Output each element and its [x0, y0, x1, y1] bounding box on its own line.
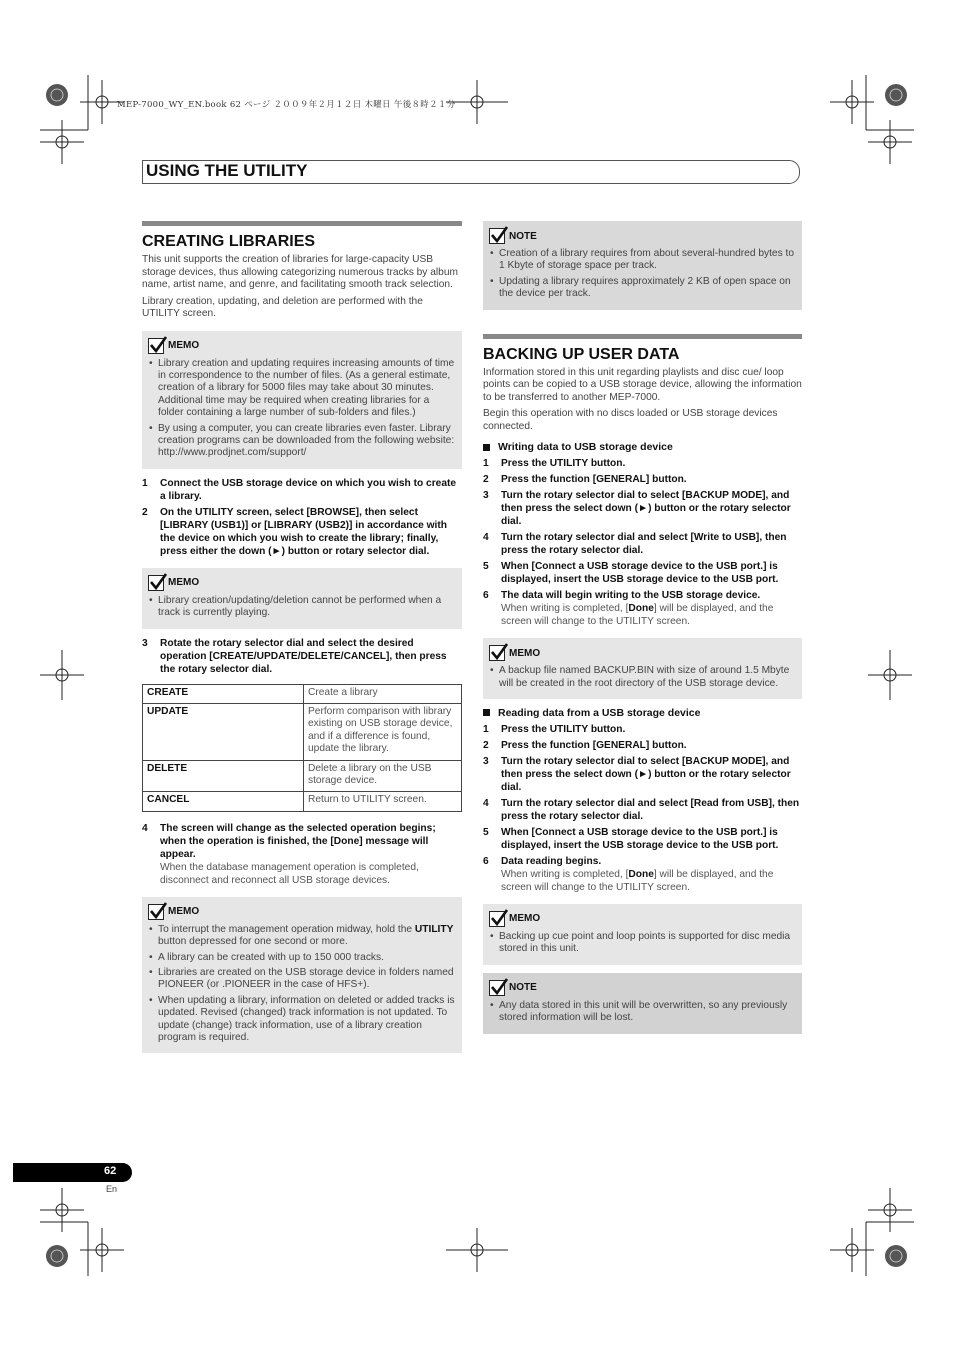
- table-row: UPDATE Perform comparison with library existing on USB storage device, and if a difference is found, update the library.: [143, 703, 462, 760]
- heading-rule: [142, 221, 462, 226]
- step: 1 Connect the USB storage device on which you wish to create a library.: [142, 477, 457, 502]
- memo-item: • To interrupt the management operation midway, hold the UTILITY button depressed for one second or more.: [148, 924, 456, 949]
- memo-box: [483, 638, 802, 699]
- square-bullet-icon: [483, 709, 490, 716]
- step-note: When the database management operation is completed, disconnect and reconnect all USB storage devices.: [160, 861, 419, 886]
- step: 1 Press the UTILITY button.: [483, 723, 626, 735]
- language-label: En: [106, 1184, 118, 1194]
- memo-box: [483, 904, 802, 965]
- memo-box: [142, 331, 462, 469]
- checkmark-icon: [148, 575, 164, 591]
- memo-item: • Library creation/updating/deletion cannot be performed when a track is currently playing.: [148, 595, 456, 620]
- step: 4 The screen will change as the selected operation begins; when the operation is finished, the [Done] message will appear. When the database management operation is completed, disconnect and reconnect all USB storage devices.: [142, 822, 462, 887]
- note-item: • Creation of a library requires from about several-hundred bytes to 1 Kbyte of storage space per track.: [489, 248, 796, 273]
- step: 2 Press the function [GENERAL] button.: [483, 474, 687, 486]
- note-item: • Any data stored in this unit will be overwritten, so any previously stored information will be lost.: [489, 1000, 796, 1025]
- write-subheading: Writing data to USB storage device: [483, 441, 802, 453]
- memo-item: • By using a computer, you can create libraries even faster. Library creation programs can be downloaded from the following website: http://www.prodjnet.com/support/: [148, 423, 456, 460]
- step: 3 Rotate the rotary selector dial and select the desired operation [CREATE/UPDATE/DELETE/CANCEL], then press the rotary selector dial.: [142, 637, 447, 675]
- intro-paragraph-2: Library creation, updating, and deletion are performed with the UTILITY screen.: [142, 295, 423, 319]
- step: 1 Press the UTILITY button.: [483, 458, 626, 470]
- step: 5 When [Connect a USB storage device to the USB port.] is displayed, insert the USB storage device to the USB port.: [483, 826, 779, 851]
- table-row: CANCEL Return to UTILITY screen.: [143, 792, 462, 811]
- step-note: When writing is completed, [Done] will be displayed, and the screen will change to the UTILITY screen.: [501, 868, 774, 893]
- read-subheading: Reading data from a USB storage device: [483, 707, 802, 719]
- table-row: CREATE Create a library: [143, 684, 462, 703]
- memo-label: MEMO: [509, 913, 541, 925]
- square-bullet-icon: [483, 444, 490, 451]
- operations-table: [142, 684, 462, 812]
- intro-paragraph: This unit supports the creation of libraries for large-capacity USB storage devices, thus allowing categorizing numerous tracks by album name, artist name, and genre, and facilitating smooth track selection.: [142, 254, 458, 290]
- step: 4 Turn the rotary selector dial and select [Read from USB], then press the rotary selector dial.: [483, 797, 800, 822]
- checkmark-icon: [148, 338, 164, 354]
- step: 5 When [Connect a USB storage device to the USB port.] is displayed, insert the USB storage device to the USB port.: [483, 561, 779, 586]
- memo-item: • A backup file named BACKUP.BIN with size of around 1.5 Mbyte will be created in the root directory of the USB storage device.: [489, 665, 796, 690]
- note-label: NOTE: [509, 230, 537, 242]
- table-row: DELETE Delete a library on the USB storage device.: [143, 760, 462, 792]
- memo-box: [142, 568, 462, 629]
- memo-item: • Libraries are created on the USB storage device in folders named PIONEER (or .PIONEER in the case of HFS+).: [148, 967, 456, 992]
- step-note: When writing is completed, [Done] will be displayed, and the screen will change to the UTILITY screen.: [501, 603, 774, 628]
- memo-label: MEMO: [168, 906, 200, 918]
- checkmark-icon: [148, 904, 164, 920]
- step: 4 Turn the rotary selector dial and select [Write to USB], then press the rotary selector dial.: [483, 532, 787, 557]
- checkmark-icon: [489, 645, 505, 661]
- note-item: • Updating a library requires approximately 2 KB of open space on the device per track.: [489, 276, 796, 301]
- memo-item: • A library can be created with up to 150 000 tracks.: [148, 952, 456, 964]
- checkmark-icon: [489, 980, 505, 996]
- memo-label: MEMO: [168, 577, 200, 589]
- checkmark-icon: [489, 228, 505, 244]
- note-box: [483, 221, 802, 310]
- step: 6 The data will begin writing to the USB storage device. When writing is completed, [Done] will be displayed, and the screen will change to the UTILITY screen.: [483, 589, 802, 628]
- page-number: 62: [104, 1165, 117, 1177]
- right-column: [483, 221, 802, 1042]
- backing-up-heading: BACKING UP USER DATA: [483, 345, 680, 363]
- memo-item: • Library creation and updating requires increasing amounts of time in correspondence to the number of files. (As a general estimate, creation of a library for 5000 files may take about 30 minutes. Additional time may be required when creating libraries for a folder containing a large number of sub-folders and files.): [148, 358, 456, 420]
- intro-paragraph: Information stored in this unit regarding playlists and disc cue/ loop points can be copied to a USB storage device, allowing the information to be transferred to another MEP-7000.: [483, 366, 802, 403]
- memo-label: MEMO: [509, 647, 541, 659]
- step: 3 Turn the rotary selector dial to select [BACKUP MODE], and then press the select down (►) button or the rotary selector dial.: [483, 490, 791, 528]
- memo-item: • When updating a library, information on deleted or added tracks is updated. Revised (changed) track information is not updated. To update (change) track information, use of a library creation program is required.: [148, 995, 456, 1045]
- note-label: NOTE: [509, 982, 537, 994]
- memo-item: • Backing up cue point and loop points is supported for disc media stored in this unit.: [489, 931, 796, 956]
- step: 6 Data reading begins. When writing is completed, [Done] will be displayed, and the screen will change to the UTILITY screen.: [483, 855, 802, 894]
- print-header-line: MEP-7000_WY_EN.book 62 ページ ２００９年２月１２日 木曜日 午後８時２１分: [117, 100, 456, 110]
- step: 2 On the UTILITY screen, select [BROWSE], then select [LIBRARY (USB1)] or [LIBRARY (USB2)] in accordance with the device on which you wish to create the library; finally, press either the down (►) button or rotary selector dial.: [142, 506, 447, 557]
- heading-rule: [483, 334, 802, 339]
- memo-box: [142, 897, 462, 1054]
- memo-label: MEMO: [168, 340, 200, 351]
- note-box: [483, 973, 802, 1034]
- step: 3 Turn the rotary selector dial to select [BACKUP MODE], and then press the select down (►) button or the rotary selector dial.: [483, 755, 791, 793]
- left-column: [142, 221, 462, 1061]
- intro-paragraph-2: Begin this operation with no discs loaded or USB storage devices connected.: [483, 408, 778, 432]
- step: 2 Press the function [GENERAL] button.: [483, 739, 687, 751]
- checkmark-icon: [489, 911, 505, 927]
- section-title: USING THE UTILITY: [146, 161, 308, 180]
- creating-libraries-heading: CREATING LIBRARIES: [142, 233, 316, 250]
